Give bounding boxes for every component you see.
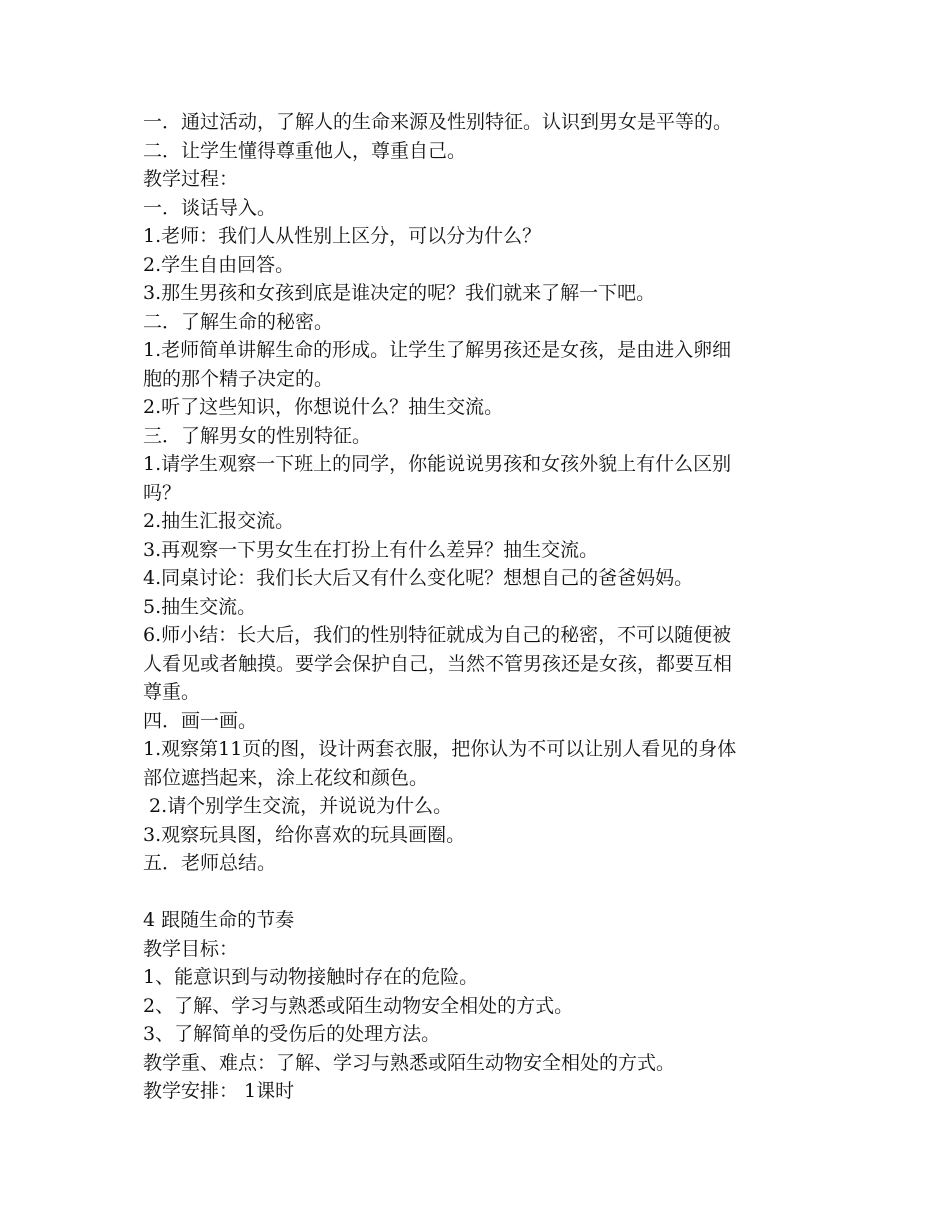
text-line: 2.请个别学生交流，并说说为什么。 [143,795,453,817]
step-heading-draw: 四．画一画。 [143,709,258,732]
step-heading-gender-features: 三．了解男女的性别特征。 [143,424,372,447]
lesson-title: 4 跟随生命的节奏 [143,909,295,931]
text-line: 1.老师：我们人从性别上区分，可以分为什么？ [143,225,542,247]
text-line: 3.观察玩具图，给你喜欢的玩具画圈。 [143,823,466,846]
text-line: 6.师小结：长大后，我们的性别特征就成为自己的秘密，不可以随便被 [143,624,732,646]
document-body [143,108,823,1106]
objective-line-2: 二．让学生懂得尊重他人，尊重自己。 [143,139,467,162]
blank-line [143,878,823,907]
section-heading-teaching-process: 教学过程： [143,168,239,190]
text-line: 2.听了这些知识，你想说什么？抽生交流。 [143,396,504,418]
goal-line: 2、了解、学习与熟悉或陌生动物安全相处的方式。 [143,994,574,1017]
text-line: 胞的那个精子决定的。 [143,367,334,390]
goal-line: 1、能意识到与动物接触时存在的危险。 [143,966,479,988]
key-points-line: 教学重、难点：了解、学习与熟悉或陌生动物安全相处的方式。 [143,1051,676,1074]
schedule-line: 教学安排： 1课时 [143,1080,295,1102]
objective-line-1: 一．通过活动，了解人的生命来源及性别特征。认识到男女是平等的。 [143,111,733,133]
text-line: 1.老师简单讲解生命的形成。让学生了解男孩还是女孩，是由进入卵细 [143,339,732,361]
text-line: 尊重。 [143,681,201,703]
text-line: 部位遮挡起来，涂上花纹和颜色。 [143,766,429,789]
text-line: 3.再观察一下男女生在打扮上有什么差异？抽生交流。 [143,538,599,561]
section-heading-teaching-goals: 教学目标： [143,937,239,960]
text-line: 2.抽生汇报交流。 [143,510,295,532]
step-heading-summary: 五．老师总结。 [143,852,277,874]
step-heading-secret-of-life: 二．了解生命的秘密。 [143,310,334,333]
text-line: 5.抽生交流。 [143,595,257,618]
text-line: 3.那生男孩和女孩到底是谁决定的呢？我们就来了解一下吧。 [143,282,656,304]
text-line: 4.同桌讨论：我们长大后又有什么变化呢？想想自己的爸爸妈妈。 [143,567,694,589]
goal-line: 3、了解简单的受伤后的处理方法。 [143,1023,441,1045]
text-line: 2.学生自由回答。 [143,253,295,276]
step-heading-intro: 一．谈话导入。 [143,196,277,219]
text-line: 1.观察第11页的图，设计两套衣服，把你认为不可以让别人看见的身体 [143,738,737,760]
text-line: 人看见或者触摸。要学会保护自己，当然不管男孩还是女孩，都要互相 [143,652,733,675]
text-line: 吗？ [143,481,182,504]
text-line: 1.请学生观察一下班上的同学，你能说说男孩和女孩外貌上有什么区别 [143,453,732,475]
